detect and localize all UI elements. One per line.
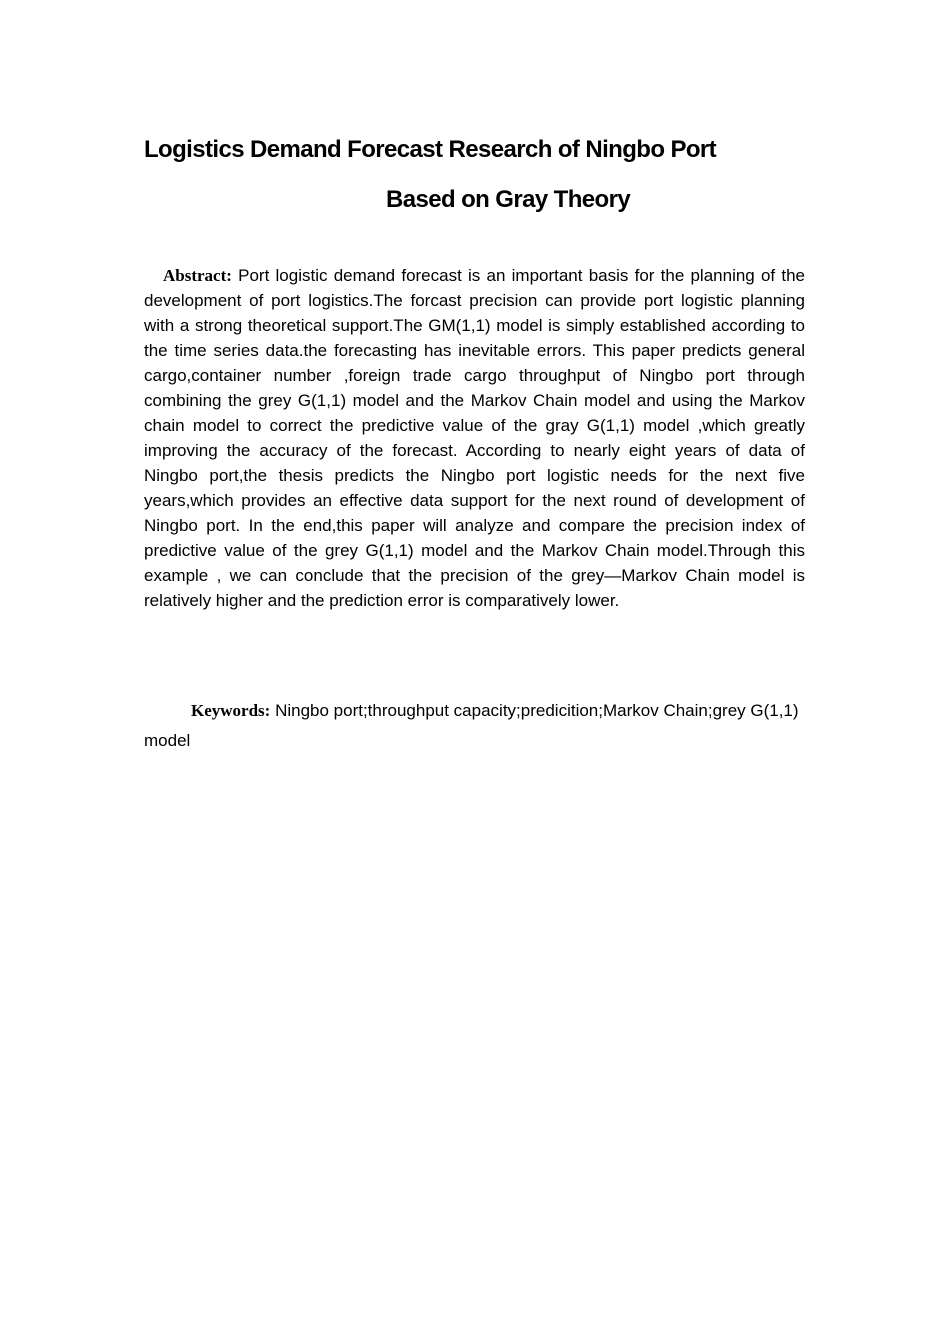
keywords-label: Keywords: (191, 701, 271, 720)
paper-title-line-1: Logistics Demand Forecast Research of Ningbo Port (144, 136, 717, 163)
paper-title-line-2: Based on Gray Theory (386, 186, 631, 213)
keywords-text: Ningbo port;throughput capacity;predicition;Markov Chain;grey G(1,1) model (144, 701, 799, 750)
abstract-label: Abstract: (163, 266, 232, 285)
abstract-paragraph (144, 263, 805, 613)
keywords-paragraph (144, 696, 805, 756)
abstract-text: Port logistic demand forecast is an important basis for the planning of the development of port logistics.The forcast precision can provide port logistic planning with a strong theoretical support.The GM(1,1) model is simply established according to the time series data.the forecasting has inevitable errors. This paper predicts general cargo,container number ,foreign trade cargo throughput of Ningbo port through combining the grey G(1,1) model and the Markov Chain model and using the Markov chain model to correct the predictive value of the gray G(1,1) model ,which greatly improving the accuracy of the forecast. According to nearly eight years of data of Ningbo port,the thesis predicts the Ningbo port logistic needs for the next five years,which provides an effective data support for the next round of development of Ningbo port. In the end,this paper will analyze and compare the precision index of predictive value of the grey G(1,1) model and the Markov Chain model.Through this example , we can conclude that the precision of the grey—Markov Chain model is relatively higher and the prediction error is comparatively lower. (144, 266, 805, 610)
